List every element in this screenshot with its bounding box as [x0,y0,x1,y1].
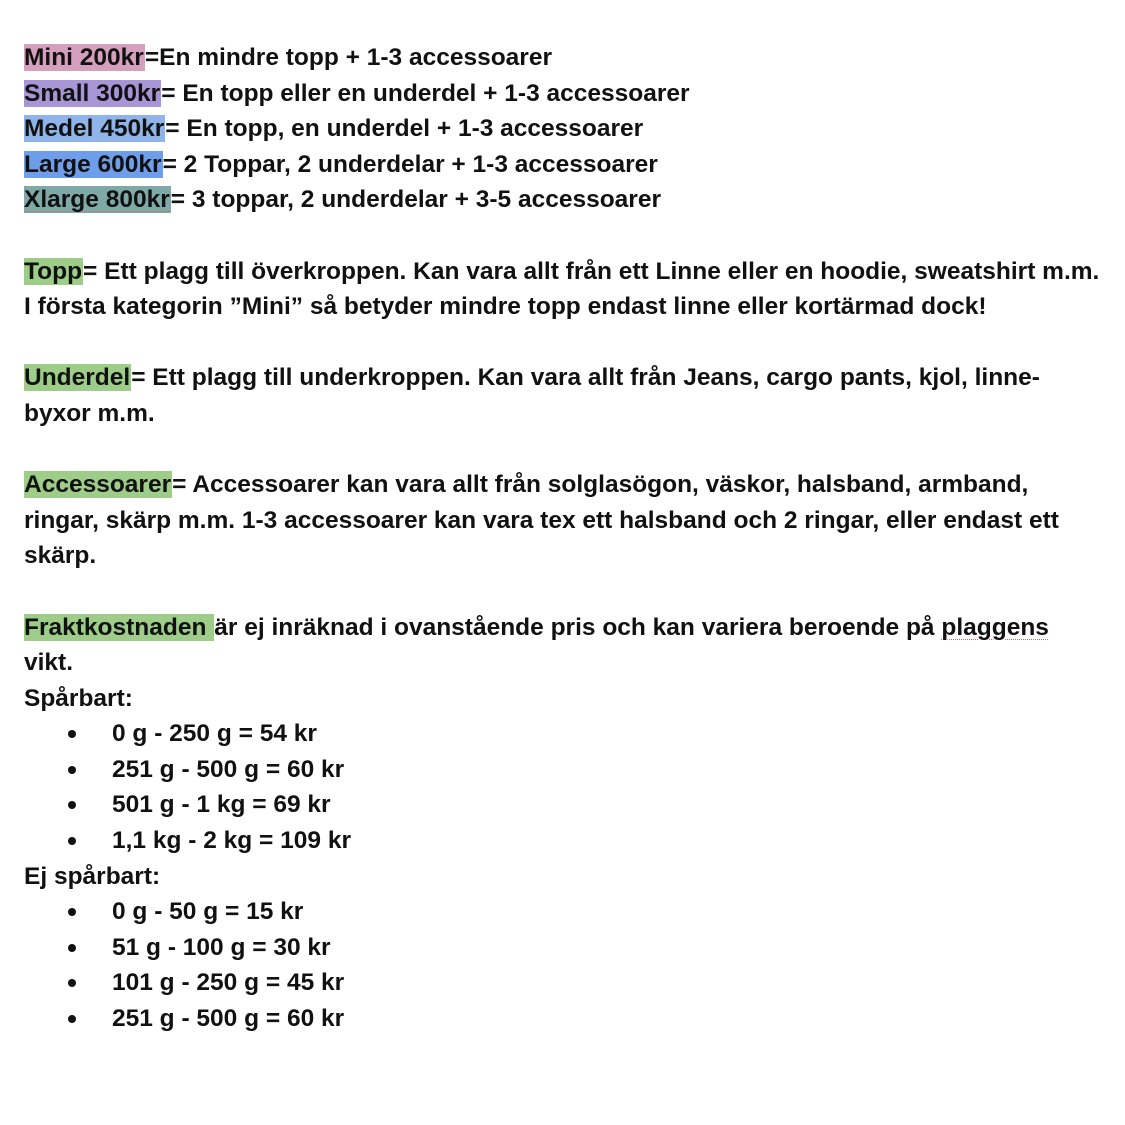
size-list [24,40,1101,218]
size-row-medel [24,111,1101,147]
definition-term: Topp [24,257,83,285]
size-description: = En topp eller en underdel + 1-3 accessoarer [161,79,690,107]
bullet-icon [68,1015,76,1023]
bullet-icon [68,979,76,987]
spacer [24,218,1101,254]
list-item [24,716,1101,752]
definition-underdel [24,360,1101,431]
untracked-title: Ej spårbart: [24,862,161,890]
list-item-text: 1,1 kg - 2 kg = 109 kr [112,827,352,855]
shipping-text-end: vikt. [24,649,74,677]
size-label: Medel 450kr [24,115,165,143]
bullet-icon [68,944,76,952]
definition-text: = Ett plagg till överkroppen. Kan vara allt från ett Linne eller en hoodie, sweatshirt m.m. I första kategorin ”Mini” så betyder mindre topp endast linne eller kortärmad dock! [24,257,1100,321]
list-item-text: 251 g - 500 g = 60 kr [112,755,345,783]
list-item-text: 251 g - 500 g = 60 kr [112,1005,345,1033]
shipping-note [24,610,1101,681]
list-item-text: 0 g - 250 g = 54 kr [112,720,317,748]
list-item [24,752,1101,788]
list-item [24,930,1101,966]
spacer [24,325,1101,361]
list-item-text: 51 g - 100 g = 30 kr [112,933,331,961]
shipping-text: är ej inräknad i ovanstående pris och kan variera beroende på [214,613,942,641]
size-label: Large 600kr [24,150,162,178]
size-row-mini [24,40,1101,76]
size-row-xlarge [24,182,1101,218]
size-row-small [24,76,1101,112]
definition-term: Accessoarer [24,471,172,499]
bullet-icon [68,801,76,809]
size-label: Small 300kr [24,79,161,107]
tracked-list [24,716,1101,858]
list-item [24,823,1101,859]
shipping-word-plaggens: plaggens [941,613,1049,641]
bullet-icon [68,730,76,738]
bullet-icon [68,766,76,774]
shipping-term: Fraktkostnaden [24,613,214,641]
list-item [24,787,1101,823]
size-description: = 2 Toppar, 2 underdelar + 1-3 accessoarer [162,150,658,178]
list-item-text: 501 g - 1 kg = 69 kr [112,791,331,819]
list-item-text: 101 g - 250 g = 45 kr [112,969,345,997]
tracked-title: Spårbart: [24,684,133,712]
spacer [24,432,1101,468]
size-label: Xlarge 800kr [24,186,170,214]
bullet-icon [68,837,76,845]
size-description: = En topp, en underdel + 1-3 accessoarer [165,115,644,143]
spacer [24,574,1101,610]
bullet-icon [68,908,76,916]
size-description: =En mindre topp + 1-3 accessoarer [144,44,552,71]
list-item [24,894,1101,930]
list-item-text: 0 g - 50 g = 15 kr [112,898,304,926]
definition-term: Underdel [24,364,131,392]
list-item [24,965,1101,1001]
size-row-large [24,147,1101,183]
size-label: Mini 200kr [24,44,144,71]
definition-accessoarer [24,467,1101,574]
list-item [24,1001,1101,1037]
size-description: = 3 toppar, 2 underdelar + 3-5 accessoarer [170,186,662,214]
definition-text: = Ett plagg till underkroppen. Kan vara allt från Jeans, cargo pants, kjol, linne-byxor m.m. [24,364,1040,427]
definition-text: = Accessoarer kan vara allt från solglasögon, väskor, halsband, armband, ringar, skärp m.m. 1-3 accessoarer kan vara tex ett halsband och 2 ringar, eller endast ett skärp. [24,471,1059,570]
untracked-list [24,894,1101,1036]
definition-topp [24,254,1101,325]
